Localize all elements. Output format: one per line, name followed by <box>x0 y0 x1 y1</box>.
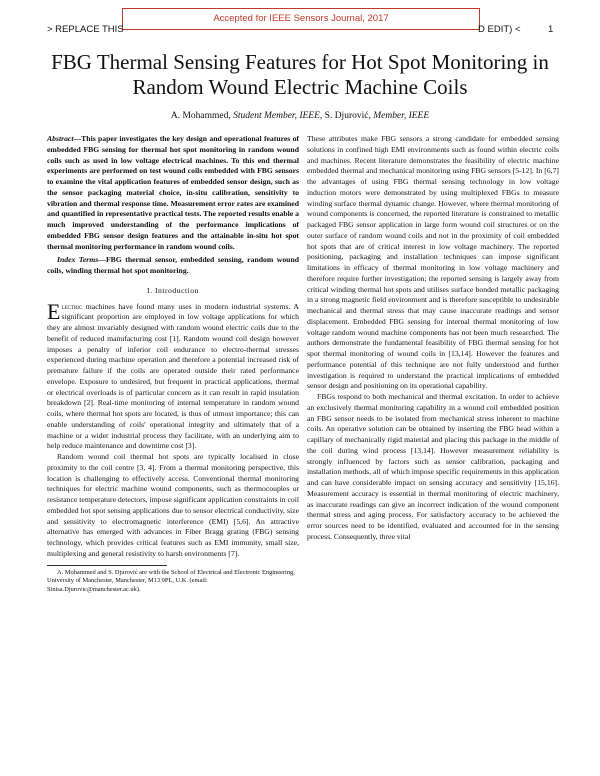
intro-paragraph-2: Random wound coil thermal hot spots are typically localised in close proximity to the coil centre [3, 4]. From a thermal monitoring perspective, this location is challenging to effectively access. Conventional thermal monitoring techniques for electric machine wound components, such as thermocouples or resistance temperature detectors, impose significant application constraints in coil embedded hot spot sensing applications due to sensor electrical conductivity, size and sensitivity to electromagnetic interference (EMI) [5,6]. An attractive alternative has emerged with advances in Fiber Bragg grating (FBG) sensing technology, which provides critical features such as EMI immunity, small size, multiplexing and general resistivity to harsh environments [7]. <box>47 452 299 558</box>
intro-p1-text: machines have found many uses in modern industrial systems. A significant proportion are employed in low voltage applications for which they are almost invariably designed with random wound electric coils due to the benefit of reduced manufacturing cost [1]. Random wound coil design however imposes a penalty of inferior coil endurance to electro-thermal stresses experienced during machine operation and therefore a potential increased risk of premature failure if the coils are operated outside their rated performance envelope. Exposure to undesired, but frequent in practical applications, thermal or electrical overloads is of particular concern as it can result in rapid insulation breakdown [2]. Real-time monitoring of internal temperature in random wound coils, where thermal hot spots are located, is thus of utmost importance; this can enable understanding of coils' operational integrity and ultimately that of a machine or a wider industrial process they facilitate, with an underlying aim to help reduce maintenance and downtime cost [3]. <box>47 301 299 451</box>
index-terms-label: Index Terms— <box>57 255 106 265</box>
author-1-role: Student Member, IEEE, <box>233 111 323 121</box>
running-header-left: > REPLACE THIS <box>47 24 124 35</box>
author-2-role: Member, IEEE <box>373 111 430 121</box>
section-heading-introduction: I. Introduction <box>147 285 199 295</box>
intro-paragraph-1 <box>47 298 299 453</box>
page-number: 1 <box>548 24 554 35</box>
author-affiliation-footnote: A. Mohammed and S. Djurović are with the School of Electrical and Electronic Engineering, University of Manchester, Manchester, M13 9PL, U.K. (email: Sinisa.Djurovic@manchester.ac.uk). <box>47 568 295 593</box>
author-1-name: A. Mohammed, <box>170 111 231 121</box>
abstract-text: This paper investigates the key design and operational features of embedded FBG sensing for thermal hot spot monitoring in random wound coils such as used in low voltage electrical machines. To this end thermal experiments are performed on test wound coils embedded with FBG sensors to examine the vital application features of embedded sensor design, such as the sensor packaging material choice, in-situ calibration, sensitivity to vibration and thermal response time. Measurement error rates are examined and quantified in representative practical tests. The reported results enable a much improved understanding of the performance implications of embedded FBG sensor design features and the attainable in-situ hot spot thermal monitoring performance in random wound coils. <box>47 134 299 251</box>
author-2-name: S. Djurović, <box>324 111 371 121</box>
footnote-rule <box>47 565 167 566</box>
index-terms-text: FBG thermal sensor, embedded sensing, random wound coils, winding thermal hot spot monitoring. <box>47 255 299 275</box>
intro-smallcaps: lectric <box>61 301 83 311</box>
abstract-label: Abstract— <box>47 134 82 143</box>
abstract <box>47 134 299 252</box>
acceptance-stamp: Accepted for IEEE Sensors Journal, 2017 <box>122 8 480 30</box>
paper-title: FBG Thermal Sensing Features for Hot Spot Monitoring in Random Wound Electric Machine Coils <box>51 50 549 99</box>
left-column <box>47 134 299 594</box>
drop-cap: E <box>47 298 61 324</box>
right-paragraph-2: FBGs respond to both mechanical and thermal excitation. In order to achieve an exclusively thermal monitoring capability in a wound coil embedded position an FBG sensor needs to be isolated from mechanical stress inherent to machine coils. An operative solution can be obtained by inserting the FBG head within a capillary of mechanically rigid material and placing this package in the middle of the coil during wind process [13,14]. However measurement reliability is strongly influenced by factors such as sensor calibration, packaging and installation methods, all of which impose specific requirements in this application and can have considerable impact on sensing accuracy and sensitivity [15,16]. Measurement accuracy is essential in thermal monitoring of electric machinery, as inaccurate readings can give an incorrect indication of the wound component thermal stress and aging process. For satisfactory accuracy to be achieved the error sources need to be identified, evaluated and accounted for in the sensing process. Consequently, three vital <box>307 392 559 541</box>
running-header-right: D EDIT) < <box>478 24 521 35</box>
author-line <box>40 111 560 121</box>
right-column <box>307 134 559 543</box>
index-terms <box>47 255 299 277</box>
right-paragraph-1: These attributes make FBG sensors a strong candidate for embedded sensing solutions in confined high EMI environments such as found within electric coils and machines. Recent literature demonstrates the feasibility of electric machine embedded thermal and mechanical monitoring using FBG sensors [5-12]. In [6,7] the advantages of using FBG thermal sensing technology in low voltage induction motors were demonstrated by using multiplexed FBGs to measure winding surface thermal dynamic change. However, where thermal monitoring of wound components is concerned, the reported literature is constrained to metallic packaged FBG sensor application in large form wound coil structures or on the outer surface of random wound coils and not in the proximity of coil embedded hot spots that are of critical interest in low voltage machinery. The reported positioning, packaging and installation techniques can impose significant limitations in efficacy of thermal monitoring in low voltage machinery and therefore require further investigation; the reported sensing is largely away from critical winding thermal hot spots and utilises surface bonded metallic packaging in a strong magnetic field environment and is therefore susceptible to undesirable mechanical and thermal stress that may cause inaccurate readings and sensor displacement. Embedded FBG sensing for internal thermal monitoring of low voltage random wound machine components has not been much researched. The authors demonstrate the fundamental feasibility of FBG thermal sensing for hot spot thermal monitoring of wound coils in [13,14]. However the features and performance potential of this technique are not fully understood and further investigation is required to understand the practical implications of embedded sensor design and positioning on its operational capability. <box>307 134 559 391</box>
